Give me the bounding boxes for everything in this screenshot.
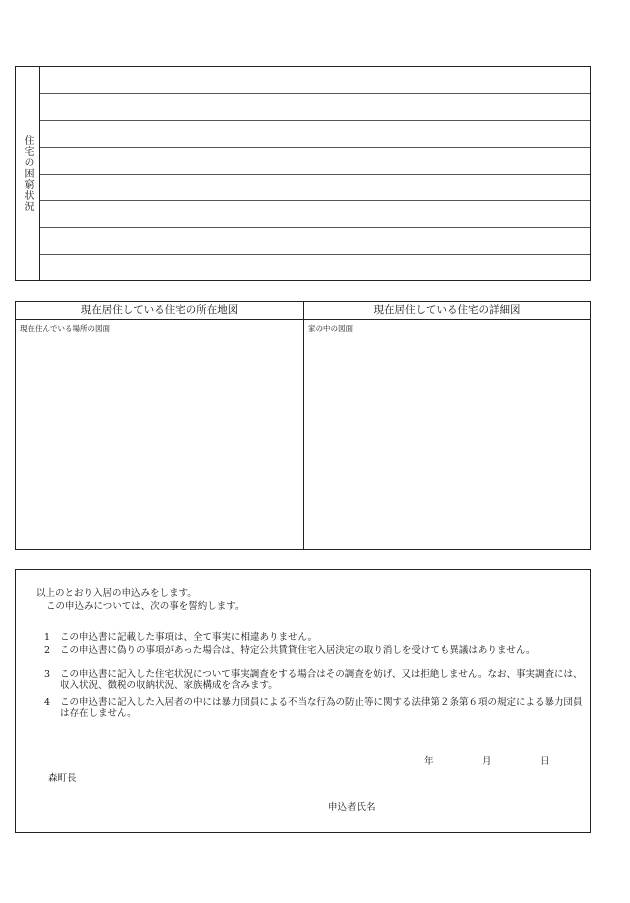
- housing-status-line[interactable]: [40, 200, 590, 201]
- pledge-item: [44, 645, 589, 656]
- detail-map-column: [304, 302, 590, 549]
- pledge-number: 1: [44, 632, 51, 643]
- housing-status-line[interactable]: [40, 120, 590, 121]
- addressee: 森町長: [48, 773, 77, 784]
- pledge-item: [44, 697, 589, 719]
- pledge-number: 4: [44, 697, 51, 708]
- date-month-label: 月: [482, 756, 492, 767]
- declaration-box: [15, 569, 591, 833]
- location-map-heading: 現在居住している住宅の所在地図: [16, 302, 303, 320]
- pledge-number: 3: [44, 669, 51, 680]
- declaration-pledge-intro: この申込みについては、次の事を誓約します。: [46, 601, 245, 612]
- date-day-label: 日: [540, 756, 550, 767]
- housing-status-label: 住宅の困窮状況: [22, 135, 33, 212]
- pledge-text: この申込書に記入した入居者の中には暴力団員による不当な行為の防止等に関する法律第２条第６項の規定による暴力団員は存在しません。: [60, 697, 583, 719]
- pledge-text: この申込書に記入した住宅状況について事実調査をする場合はその調査を妨げ、又は拒絶しません。なお、事実調査には、収入状況、徴税の収納状況、家族構成を含みます。: [60, 669, 583, 691]
- housing-status-table: [15, 66, 591, 281]
- pledge-text: この申込書に偽りの事項があった場合は、特定公共賃貸住宅入居決定の取り消しを受けても異議はありません。: [60, 645, 536, 656]
- housing-status-line[interactable]: [40, 147, 590, 148]
- housing-status-line[interactable]: [40, 93, 590, 94]
- detail-map-heading: 現在居住している住宅の詳細図: [304, 302, 590, 320]
- detail-map-caption: 家の中の図面: [308, 324, 353, 333]
- applicant-name-label: 申込者氏名: [328, 802, 376, 813]
- housing-status-line[interactable]: [40, 174, 590, 175]
- pledge-item: [44, 669, 589, 691]
- housing-status-line[interactable]: [40, 227, 590, 228]
- declaration-intro: 以上のとおり入居の申込みをします。: [36, 588, 197, 599]
- location-map-caption: 現在住んでいる場所の図面: [20, 324, 110, 333]
- housing-status-label-cell: [16, 67, 40, 280]
- date-year-label: 年: [424, 756, 434, 767]
- pledge-number: 2: [44, 645, 51, 656]
- housing-status-lines: [40, 67, 590, 280]
- housing-status-line[interactable]: [40, 254, 590, 255]
- pledge-text: この申込書に記載した事項は、全て事実に相違ありません。: [60, 632, 318, 643]
- pledge-item: [44, 632, 589, 643]
- housing-maps-table: [15, 301, 591, 550]
- location-map-column: [16, 302, 304, 549]
